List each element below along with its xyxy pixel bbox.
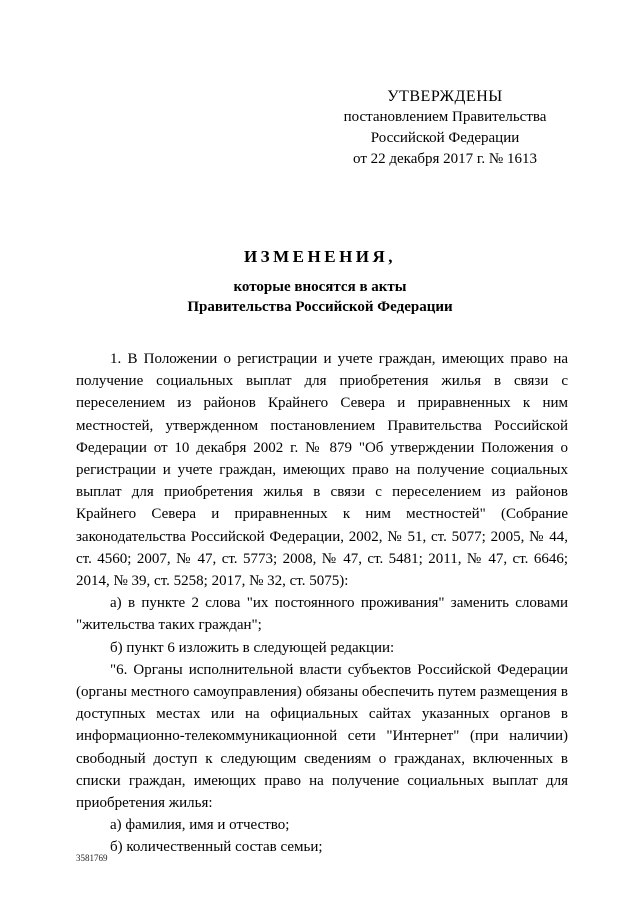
paragraph-point-6: "6. Органы исполнительной власти субъектов Российской Федерации (органы местного самоуправления) обязаны обеспечить путем размещения в доступных местах или на официальных сайтах указанных органов в информационно-телекоммуникационной сети "Интернет" (при наличии) свободный доступ к следующим сведениям о гражданах, включенных в списки граждан, имеющих право на получение социальных выплат для приобретения жилья: bbox=[76, 661, 568, 812]
subtitle-line-1: которые вносятся в акты bbox=[233, 279, 407, 295]
paragraph-subitem-a: а) в пункте 2 слова "их постоянного проживания" заменить словами "жительства таких граждан"; bbox=[76, 595, 568, 634]
approval-line-1: постановлением Правительства bbox=[343, 109, 547, 125]
paragraph-point-6-b: б) количественный состав семьи; bbox=[110, 839, 323, 856]
paragraph-subitem-b: б) пункт 6 изложить в следующей редакции: bbox=[110, 639, 395, 656]
document-title: ИЗМЕНЕНИЯ, bbox=[243, 247, 397, 266]
document-subtitle bbox=[0, 277, 640, 317]
paragraph-point-6-a: а) фамилия, имя и отчество; bbox=[110, 817, 290, 834]
approval-heading: УТВЕРЖДЕНЫ bbox=[387, 88, 503, 105]
document-code: 3581769 bbox=[76, 853, 108, 863]
approval-line-2: Российской Федерации bbox=[370, 130, 520, 146]
approval-block bbox=[330, 86, 560, 170]
paragraph-item-1: 1. В Положении о регистрации и учете граждан, имеющих право на получение социальных выплат для приобретения жилья в связи с переселением из районов Крайнего Севера и приравненных к ним местностей, утвержденном постановлением Правительства Российской Федерации от 10 декабря 2002 г. № 879 "Об утверждении Положения о регистрации и учете граждан, имеющих право на получение социальных выплат для приобретения жилья в связи с переселением из районов Крайнего Севера и приравненных к ним местностей" (Собрание законодательства Российской Федерации, 2002, № 51, ст. 5077; 2005, № 44, ст. 4560; 2007, № 47, ст. 5773; 2008, № 47, ст. 5481; 2011, № 47, ст. 6646; 2014, № 39, ст. 5258; 2017, № 32, ст. 5075): bbox=[76, 351, 568, 590]
subtitle-line-2: Правительства Российской Федерации bbox=[187, 299, 453, 315]
approval-line-3: от 22 декабря 2017 г. № 1613 bbox=[353, 151, 537, 167]
document-body bbox=[76, 348, 568, 859]
